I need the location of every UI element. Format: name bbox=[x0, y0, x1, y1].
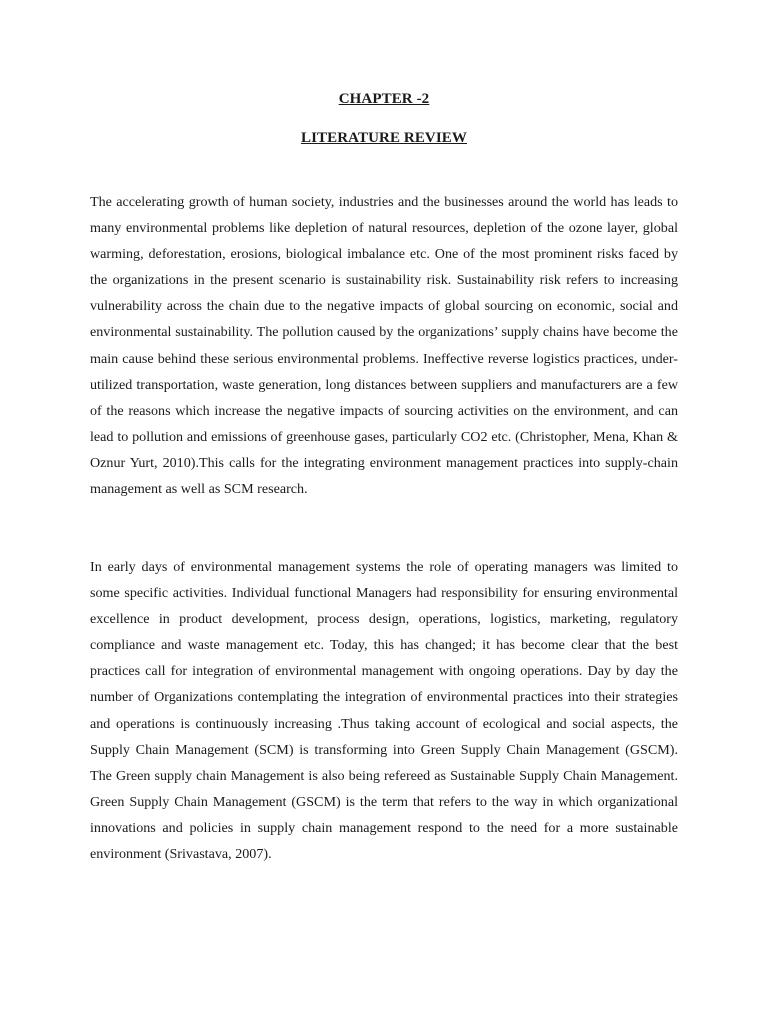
section-title: LITERATURE REVIEW bbox=[300, 130, 468, 146]
paragraph-2: In early days of environmental management systems the role of operating managers was limited to some specific activities. Individual functional Managers had responsibility for ensuring environmental excellence in product development, process design, operations, logistics, marketing, regulatory compliance and waste management etc. Today, this has changed; it has become clear that the best practices call for integration of environmental management with ongoing operations. Day by day the number of Organizations contemplating the integration of environmental practices into their strategies and operations is continuously increasing .Thus taking account of ecological and social aspects, the Supply Chain Management (SCM) is transforming into Green Supply Chain Management (GSCM). The Green supply chain Management is also being refereed as Sustainable Supply Chain Management. Green Supply Chain Management (GSCM) is the term that refers to the way in which organizational innovations and policies in supply chain management respond to the need for a more sustainable environment (Srivastava, 2007). bbox=[90, 559, 678, 863]
paragraph-1: The accelerating growth of human society, industries and the businesses around the world has leads to many environmental problems like depletion of natural resources, depletion of the ozone layer, global warming, deforestation, erosions, biological imbalance etc. One of the most prominent risks faced by the organizations in the present scenario is sustainability risk. Sustainability risk refers to increasing vulnerability across the chain due to the negative impacts of global sourcing on economic, social and environmental sustainability. The pollution caused by the organizations’ supply chains have become the main cause behind these serious environmental problems. Ineffective reverse logistics practices, under-utilized transportation, waste generation, long distances between suppliers and manufacturers are a few of the reasons which increase the negative impacts of sourcing activities on the environment, and can lead to pollution and emissions of greenhouse gases, particularly CO2 etc. (Christopher, Mena, Khan & Oznur Yurt, 2010).This calls for the integrating environment management practices into supply-chain management as well as SCM research. bbox=[90, 194, 678, 498]
chapter-heading: CHAPTER -2 bbox=[338, 91, 430, 107]
